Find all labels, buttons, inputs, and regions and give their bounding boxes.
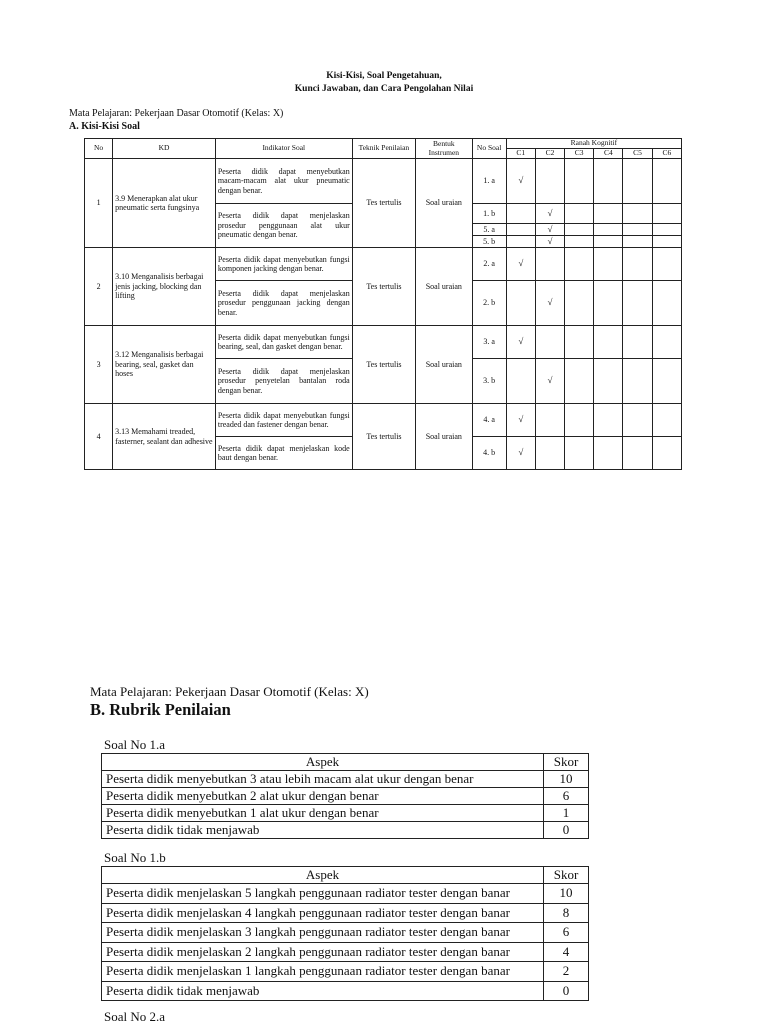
aspek-cell: Peserta didik menjelaskan 5 langkah penggunaan radiator tester dengan banar [102, 884, 544, 904]
row2-indikator-1: Peserta didik dapat menyebutkan fungsi komponen jacking dengan benar. [215, 248, 352, 281]
row2-2a-c1-check: √ [506, 248, 535, 281]
table-row [102, 805, 589, 822]
header-indikator: Indikator Soal [215, 139, 352, 159]
header-no-soal: No Soal [472, 139, 506, 159]
row1-bentuk: Soal uraian [416, 159, 472, 248]
table-row [102, 884, 589, 904]
row1-no: 1 [85, 159, 113, 248]
aspek-cell: Peserta didik menjelaskan 1 langkah penggunaan radiator tester dengan banar [102, 962, 544, 982]
header-c2: C2 [535, 149, 564, 159]
col-skor-header: Skor [544, 754, 589, 771]
row3-no: 3 [85, 326, 113, 404]
row4-4b-c1-check: √ [506, 437, 535, 470]
section-b-heading: B. Rubrik Penilaian [90, 700, 231, 719]
row2-soal-2a: 2. a [472, 248, 506, 281]
skor-cell: 10 [544, 771, 589, 788]
header-no: No [85, 139, 113, 159]
header-bentuk: Bentuk Instrumen [416, 139, 472, 159]
page-rubrik [0, 676, 768, 1024]
row2-indikator-2: Peserta didik dapat menjelaskan prosedur penggunaan jacking dengan benar. [215, 281, 352, 326]
row1-soal-5a: 5. a [472, 224, 506, 236]
row4-4a-c1-check: √ [506, 404, 535, 437]
aspek-cell: Peserta didik tidak menjawab [102, 822, 544, 839]
skor-cell: 8 [544, 903, 589, 923]
header-ranah: Ranah Kognitif [506, 139, 681, 149]
row4-indikator-2: Peserta didik dapat menjelaskan kode baut dengan benar. [215, 437, 352, 470]
row1-1b-c2-check: √ [535, 204, 564, 224]
table-row [102, 962, 589, 982]
row3-indikator-1: Peserta didik dapat menyebutkan fungsi bearing, seal, dan gasket dengan benar. [215, 326, 352, 359]
row3-3b-c2-check: √ [535, 359, 564, 404]
row2-2b-c2-check: √ [535, 281, 564, 326]
header-teknik: Teknik Penilaian [352, 139, 415, 159]
header-c1: C1 [506, 149, 535, 159]
row4-kd: 3.13 Memahami treaded, fasterner, sealant dan adhesive [113, 404, 216, 470]
col-skor-header: Skor [544, 867, 589, 884]
row2-no: 2 [85, 248, 113, 326]
row2-bentuk: Soal uraian [416, 248, 472, 326]
table-row [102, 771, 589, 788]
header-kd: KD [113, 139, 216, 159]
table-row [102, 981, 589, 1001]
table-row [102, 822, 589, 839]
skor-cell: 6 [544, 923, 589, 943]
skor-cell: 10 [544, 884, 589, 904]
row1-1a-c1-check: √ [506, 159, 535, 204]
row4-soal-4b: 4. b [472, 437, 506, 470]
row4-no: 4 [85, 404, 113, 470]
subject-line: Mata Pelajaran: Pekerjaan Dasar Otomotif (Kelas: X) [69, 108, 284, 119]
row1-kd: 3.9 Menerapkan alat ukur pneumatic serta fungsinya [113, 159, 216, 248]
row1-5a-c2-check: √ [535, 224, 564, 236]
rubrik-subject-line: Mata Pelajaran: Pekerjaan Dasar Otomotif (Kelas: X) [90, 684, 369, 699]
rubrik-table-1a [101, 753, 589, 839]
table-row [102, 942, 589, 962]
aspek-cell: Peserta didik menyebutkan 2 alat ukur dengan benar [102, 788, 544, 805]
col-aspek-header: Aspek [102, 867, 544, 884]
aspek-cell: Peserta didik tidak menjawab [102, 981, 544, 1001]
aspek-cell: Peserta didik menjelaskan 3 langkah penggunaan radiator tester dengan banar [102, 923, 544, 943]
row1-soal-5b: 5. b [472, 236, 506, 248]
skor-cell: 1 [544, 805, 589, 822]
aspek-cell: Peserta didik menjelaskan 4 langkah penggunaan radiator tester dengan banar [102, 903, 544, 923]
row1-soal-1a: 1. a [472, 159, 506, 204]
aspek-cell: Peserta didik menjelaskan 2 langkah penggunaan radiator tester dengan banar [102, 942, 544, 962]
header-c6: C6 [652, 149, 681, 159]
row1-indikator-2: Peserta didik dapat menjelaskan prosedur penggunaan alat ukur pneumatic dengan benar. [215, 204, 352, 248]
row2-kd: 3.10 Menganalisis berbagai jenis jacking, blocking dan lifting [113, 248, 216, 326]
doc-title-line2: Kunci Jawaban, dan Cara Pengolahan Nilai [294, 84, 474, 94]
aspek-cell: Peserta didik menyebutkan 1 alat ukur dengan benar [102, 805, 544, 822]
rubrik-table-1b [101, 866, 589, 1001]
skor-cell: 6 [544, 788, 589, 805]
soal-1b-label: Soal No 1.b [104, 850, 166, 865]
header-c3: C3 [565, 149, 594, 159]
skor-cell: 0 [544, 981, 589, 1001]
row4-teknik: Tes tertulis [352, 404, 415, 470]
row2-soal-2b: 2. b [472, 281, 506, 326]
col-aspek-header: Aspek [102, 754, 544, 771]
row1-teknik: Tes tertulis [352, 159, 415, 248]
table-row [102, 923, 589, 943]
table-row [102, 788, 589, 805]
row3-indikator-2: Peserta didik dapat menjelaskan prosedur penyetelan bantalan roda dengan benar. [215, 359, 352, 404]
row2-teknik: Tes tertulis [352, 248, 415, 326]
row4-soal-4a: 4. a [472, 404, 506, 437]
aspek-cell: Peserta didik menyebutkan 3 atau lebih macam alat ukur dengan benar [102, 771, 544, 788]
row3-bentuk: Soal uraian [416, 326, 472, 404]
doc-title-line1: Kisi-Kisi, Soal Pengetahuan, [326, 71, 442, 81]
skor-cell: 0 [544, 822, 589, 839]
row3-kd: 3.12 Menganalisis berbagai bearing, seal, gasket dan hoses [113, 326, 216, 404]
row1-5b-c2-check: √ [535, 236, 564, 248]
skor-cell: 2 [544, 962, 589, 982]
header-c5: C5 [623, 149, 652, 159]
kisi-kisi-table [84, 138, 682, 470]
row4-bentuk: Soal uraian [416, 404, 472, 470]
skor-cell: 4 [544, 942, 589, 962]
row1-soal-1b: 1. b [472, 204, 506, 224]
soal-1a-label: Soal No 1.a [104, 737, 166, 752]
header-c4: C4 [594, 149, 623, 159]
row3-3a-c1-check: √ [506, 326, 535, 359]
section-a-heading: A. Kisi-Kisi Soal [69, 121, 140, 132]
row4-indikator-1: Peserta didik dapat menyebutkan fungsi treaded dan fastener dengan benar. [215, 404, 352, 437]
table-row [102, 903, 589, 923]
row3-soal-3b: 3. b [472, 359, 506, 404]
row3-soal-3a: 3. a [472, 326, 506, 359]
row3-teknik: Tes tertulis [352, 326, 415, 404]
row1-indikator-1: Peserta didik dapat menyebutkan macam-macam alat ukur pneumatic dengan benar. [215, 159, 352, 204]
soal-2a-label: Soal No 2.a [104, 1009, 166, 1024]
